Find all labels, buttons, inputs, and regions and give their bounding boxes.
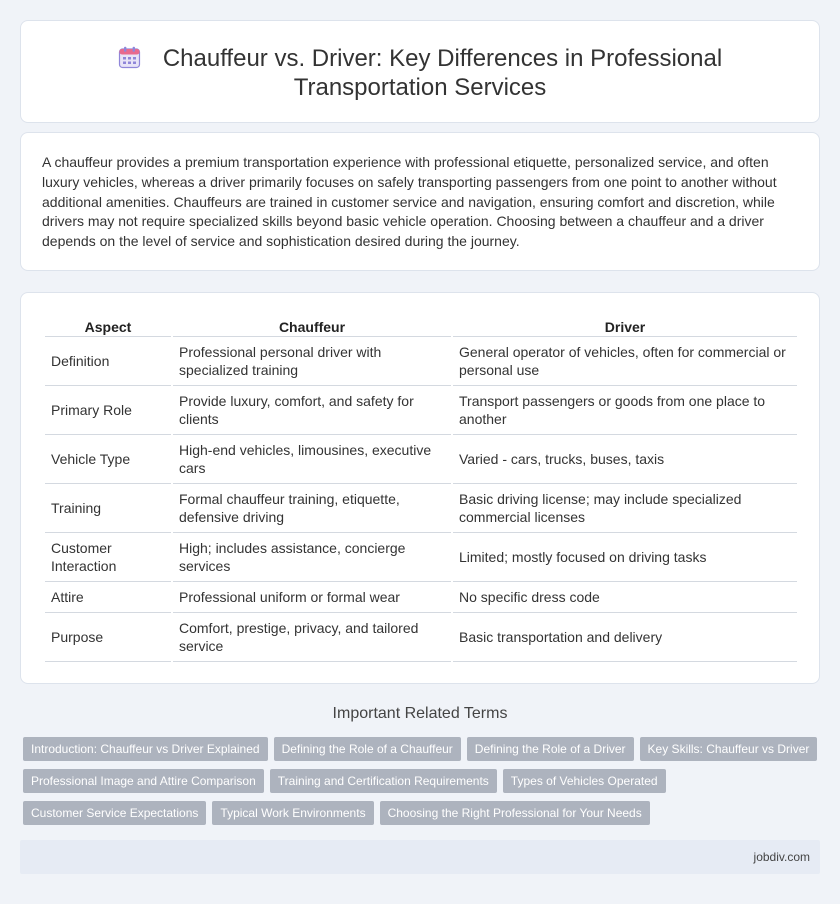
cell-chauffeur: Provide luxury, comfort, and safety for clients	[173, 386, 451, 435]
header-aspect: Aspect	[45, 316, 171, 337]
table-row	[45, 533, 797, 582]
header-chauffeur: Chauffeur	[173, 316, 451, 337]
page-title	[21, 44, 819, 102]
table-row	[45, 337, 797, 386]
related-terms	[23, 737, 823, 833]
calendar-icon	[118, 46, 141, 69]
site-link[interactable]: jobdiv.com	[753, 850, 810, 864]
table-header-row	[45, 316, 797, 337]
cell-chauffeur: Professional uniform or formal wear	[173, 582, 451, 613]
cell-aspect: Definition	[45, 337, 171, 386]
tag-image-attire[interactable]: Professional Image and Attire Comparison	[23, 769, 264, 793]
table-row	[45, 435, 797, 484]
cell-aspect: Training	[45, 484, 171, 533]
cell-driver: Basic transportation and delivery	[453, 613, 797, 662]
cell-chauffeur: Comfort, prestige, privacy, and tailored service	[173, 613, 451, 662]
tag-introduction[interactable]: Introduction: Chauffeur vs Driver Explained	[23, 737, 268, 761]
cell-driver: Varied - cars, trucks, buses, taxis	[453, 435, 797, 484]
cell-driver: No specific dress code	[453, 582, 797, 613]
table-row	[45, 582, 797, 613]
title-line-1: Chauffeur vs. Driver: Key Differences in Professional	[162, 45, 723, 72]
header-driver: Driver	[453, 316, 797, 337]
related-terms-title: Important Related Terms	[332, 705, 508, 722]
tag-key-skills[interactable]: Key Skills: Chauffeur vs Driver	[640, 737, 818, 761]
cell-aspect: Customer Interaction	[45, 533, 171, 582]
cell-driver: Basic driving license; may include specialized commercial licenses	[453, 484, 797, 533]
tag-choosing[interactable]: Choosing the Right Professional for Your Needs	[380, 801, 650, 825]
tag-vehicles[interactable]: Types of Vehicles Operated	[503, 769, 666, 793]
tag-role-driver[interactable]: Defining the Role of a Driver	[467, 737, 634, 761]
cell-chauffeur: Professional personal driver with specialized training	[173, 337, 451, 386]
table-row	[45, 484, 797, 533]
tag-row	[23, 801, 823, 825]
tag-work-environments[interactable]: Typical Work Environments	[212, 801, 373, 825]
cell-aspect: Vehicle Type	[45, 435, 171, 484]
cell-chauffeur: High; includes assistance, concierge services	[173, 533, 451, 582]
comparison-table	[43, 316, 799, 662]
cell-driver: Transport passengers or goods from one place to another	[453, 386, 797, 435]
title-line-2: Transportation Services	[293, 74, 547, 101]
tag-role-chauffeur[interactable]: Defining the Role of a Chauffeur	[274, 737, 461, 761]
footer	[20, 840, 820, 874]
tag-training[interactable]: Training and Certification Requirements	[270, 769, 497, 793]
tag-row	[23, 769, 823, 793]
tag-customer-service[interactable]: Customer Service Expectations	[23, 801, 206, 825]
tag-row	[23, 737, 823, 761]
cell-driver: Limited; mostly focused on driving tasks	[453, 533, 797, 582]
table-row	[45, 386, 797, 435]
intro-card	[20, 132, 820, 271]
cell-chauffeur: Formal chauffeur training, etiquette, defensive driving	[173, 484, 451, 533]
cell-driver: General operator of vehicles, often for commercial or personal use	[453, 337, 797, 386]
intro-paragraph: A chauffeur provides a premium transportation experience with professional etiquette, personalized service, and often luxury vehicles, whereas a driver primarily focuses on safely transporting passengers from one point to another without additional amenities. Chauffeurs are trained in customer service and navigation, ensuring comfort and discretion, while drivers may not require specialized skills beyond basic vehicle operation. Choosing between a chauffeur and a driver depends on the level of service and sophistication desired during the journey.	[42, 154, 777, 250]
table-row	[45, 613, 797, 662]
cell-chauffeur: High-end vehicles, limousines, executive cars	[173, 435, 451, 484]
cell-aspect: Purpose	[45, 613, 171, 662]
cell-aspect: Attire	[45, 582, 171, 613]
comparison-card	[20, 292, 820, 684]
cell-aspect: Primary Role	[45, 386, 171, 435]
header-card	[20, 20, 820, 123]
